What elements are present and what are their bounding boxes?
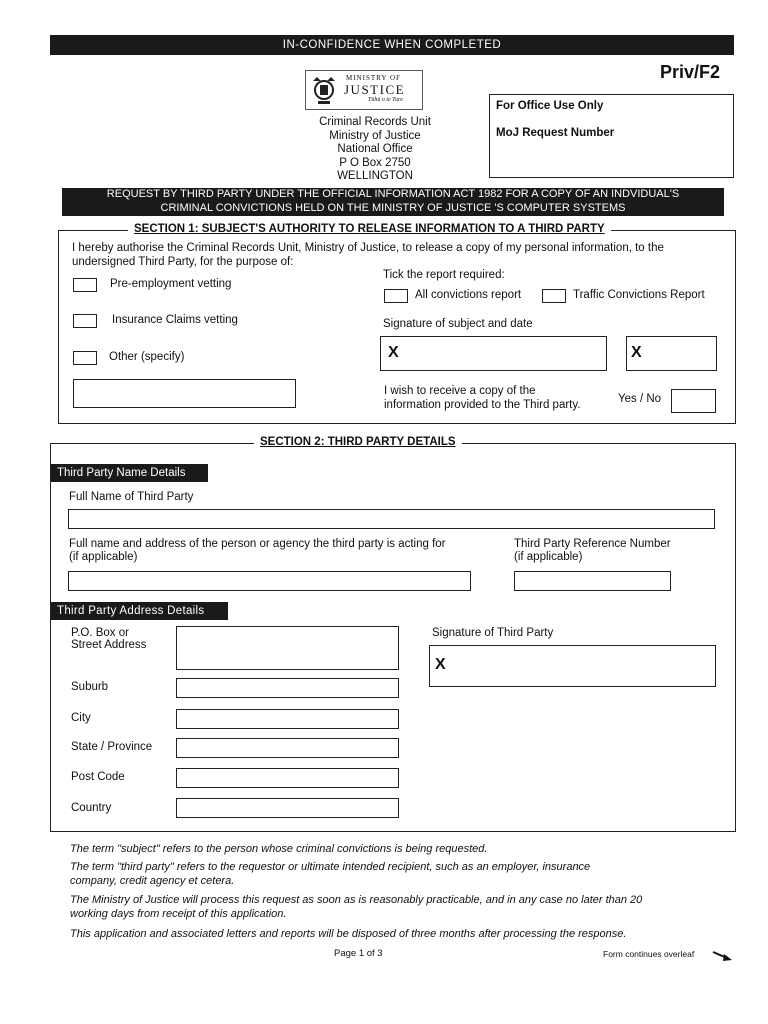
report-required-label: Tick the report required: [383, 269, 505, 281]
state-province-label: State / Province [71, 741, 153, 753]
third-party-signature-x-mark: X [435, 656, 446, 673]
request-title-line1: REQUEST BY THIRD PARTY UNDER THE OFFICIAL INFORMATION ACT 1982 FOR A COPY OF AN INDVIDUAL'S [106, 188, 680, 200]
section2-title: SECTION 2: THIRD PARTY DETAILS [254, 436, 462, 448]
all-convictions-label: All convictions report [415, 289, 522, 301]
address-line: National Office [337, 143, 413, 155]
traffic-convictions-label: Traffic Convictions Report [573, 289, 705, 301]
subject-signature-field[interactable] [380, 336, 607, 371]
section1-title: SECTION 1: SUBJECT'S AUTHORITY TO RELEASE INFORMATION TO A THIRD PARTY [128, 223, 611, 235]
third-party-signature-label: Signature of Third Party [432, 627, 554, 639]
subject-date-field[interactable] [626, 336, 717, 371]
signature-x-mark: X [388, 344, 399, 361]
street-address-input[interactable] [176, 626, 399, 670]
subject-signature-label: Signature of subject and date [383, 318, 533, 330]
third-party-signature-field[interactable] [429, 645, 716, 687]
address-line: WELLINGTON [337, 170, 413, 182]
all-convictions-checkbox[interactable] [384, 289, 408, 303]
third-party-name-tab: Third Party Name Details [51, 464, 208, 482]
pre-employment-checkbox[interactable] [73, 278, 97, 292]
acting-for-label-line2: (if applicable) [69, 551, 138, 563]
insurance-claims-label: Insurance Claims vetting [112, 314, 238, 326]
post-code-label: Post Code [71, 771, 125, 783]
acting-for-label-line1: Full name and address of the person or agency the third party is acting for [69, 538, 446, 550]
suburb-label: Suburb [71, 681, 109, 693]
other-specify-input[interactable] [73, 379, 296, 408]
form-code: Priv/F2 [660, 62, 721, 82]
full-name-input[interactable] [68, 509, 715, 529]
request-title-bar [62, 188, 724, 216]
yes-no-label: Yes / No [618, 393, 662, 405]
section1-intro-line2: undersigned Third Party, for the purpose of: [72, 256, 294, 268]
suburb-input[interactable] [176, 678, 399, 698]
section1-intro-line1: I hereby authorise the Criminal Records Unit, Ministry of Justice, to release a copy of my personal information, to the [72, 242, 664, 254]
city-input[interactable] [176, 709, 399, 729]
insurance-claims-checkbox[interactable] [73, 314, 97, 328]
city-label: City [71, 712, 91, 724]
note-third-party-definition-cont: company, credit agency et cetera. [70, 875, 235, 887]
arrow-right-down-icon [712, 950, 734, 962]
yes-no-input[interactable] [671, 389, 716, 413]
note-third-party-definition: The term "third party" refers to the requestor or ultimate intended recipient, such as an employer, insurance [70, 861, 591, 873]
logo-motto: Tāhū o te Ture [368, 97, 403, 103]
reference-number-label-line1: Third Party Reference Number [514, 538, 671, 550]
full-name-label: Full Name of Third Party [69, 491, 194, 503]
third-party-address-tab: Third Party Address Details [51, 602, 228, 620]
post-code-input[interactable] [176, 768, 399, 788]
page-number: Page 1 of 3 [334, 948, 383, 959]
country-label: Country [71, 802, 112, 814]
state-province-input[interactable] [176, 738, 399, 758]
copy-request-line2: information provided to the Third party. [384, 399, 581, 411]
note-disposal: This application and associated letters and reports will be disposed of three months after processing the response. [70, 928, 627, 940]
reference-number-input[interactable] [514, 571, 671, 591]
acting-for-input[interactable] [68, 571, 471, 591]
other-specify-checkbox[interactable] [73, 351, 97, 365]
coat-of-arms-icon [309, 73, 339, 107]
street-address-label-line2: Street Address [71, 639, 147, 651]
pre-employment-label: Pre-employment vetting [110, 278, 232, 290]
office-use-title: For Office Use Only [496, 100, 604, 112]
note-subject-definition: The term "subject" refers to the person whose criminal convictions is being requested. [70, 843, 488, 855]
note-processing-time: The Ministry of Justice will process this request as soon as is reasonably practicable, and in any case no later than 20 [70, 894, 643, 906]
copy-request-line1: I wish to receive a copy of the [384, 385, 536, 397]
traffic-convictions-checkbox[interactable] [542, 289, 566, 303]
note-processing-time-cont: working days from receipt of this application. [70, 908, 287, 920]
office-address [280, 116, 470, 184]
office-use-box [489, 94, 734, 178]
address-line: Ministry of Justice [329, 129, 421, 142]
logo-line1: MINISTRY OF [346, 74, 401, 82]
address-line: P O Box 2750 [339, 156, 411, 169]
other-specify-label: Other (specify) [109, 351, 185, 363]
reference-number-label-line2: (if applicable) [514, 551, 583, 563]
confidence-banner: IN-CONFIDENCE WHEN COMPLETED [50, 35, 734, 55]
street-address-label-line1: P.O. Box or [71, 627, 129, 639]
form-continues-text: Form continues overleaf [603, 949, 695, 959]
date-x-mark: X [631, 344, 642, 361]
ministry-logo [305, 70, 423, 110]
address-line: Criminal Records Unit [319, 116, 431, 128]
country-input[interactable] [176, 798, 399, 818]
request-number-label: MoJ Request Number [496, 127, 615, 139]
request-title-line2: CRIMINAL CONVICTIONS HELD ON THE MINISTRY OF JUSTICE 'S COMPUTER SYSTEMS [160, 201, 626, 214]
logo-line2: JUSTICE [344, 82, 406, 97]
